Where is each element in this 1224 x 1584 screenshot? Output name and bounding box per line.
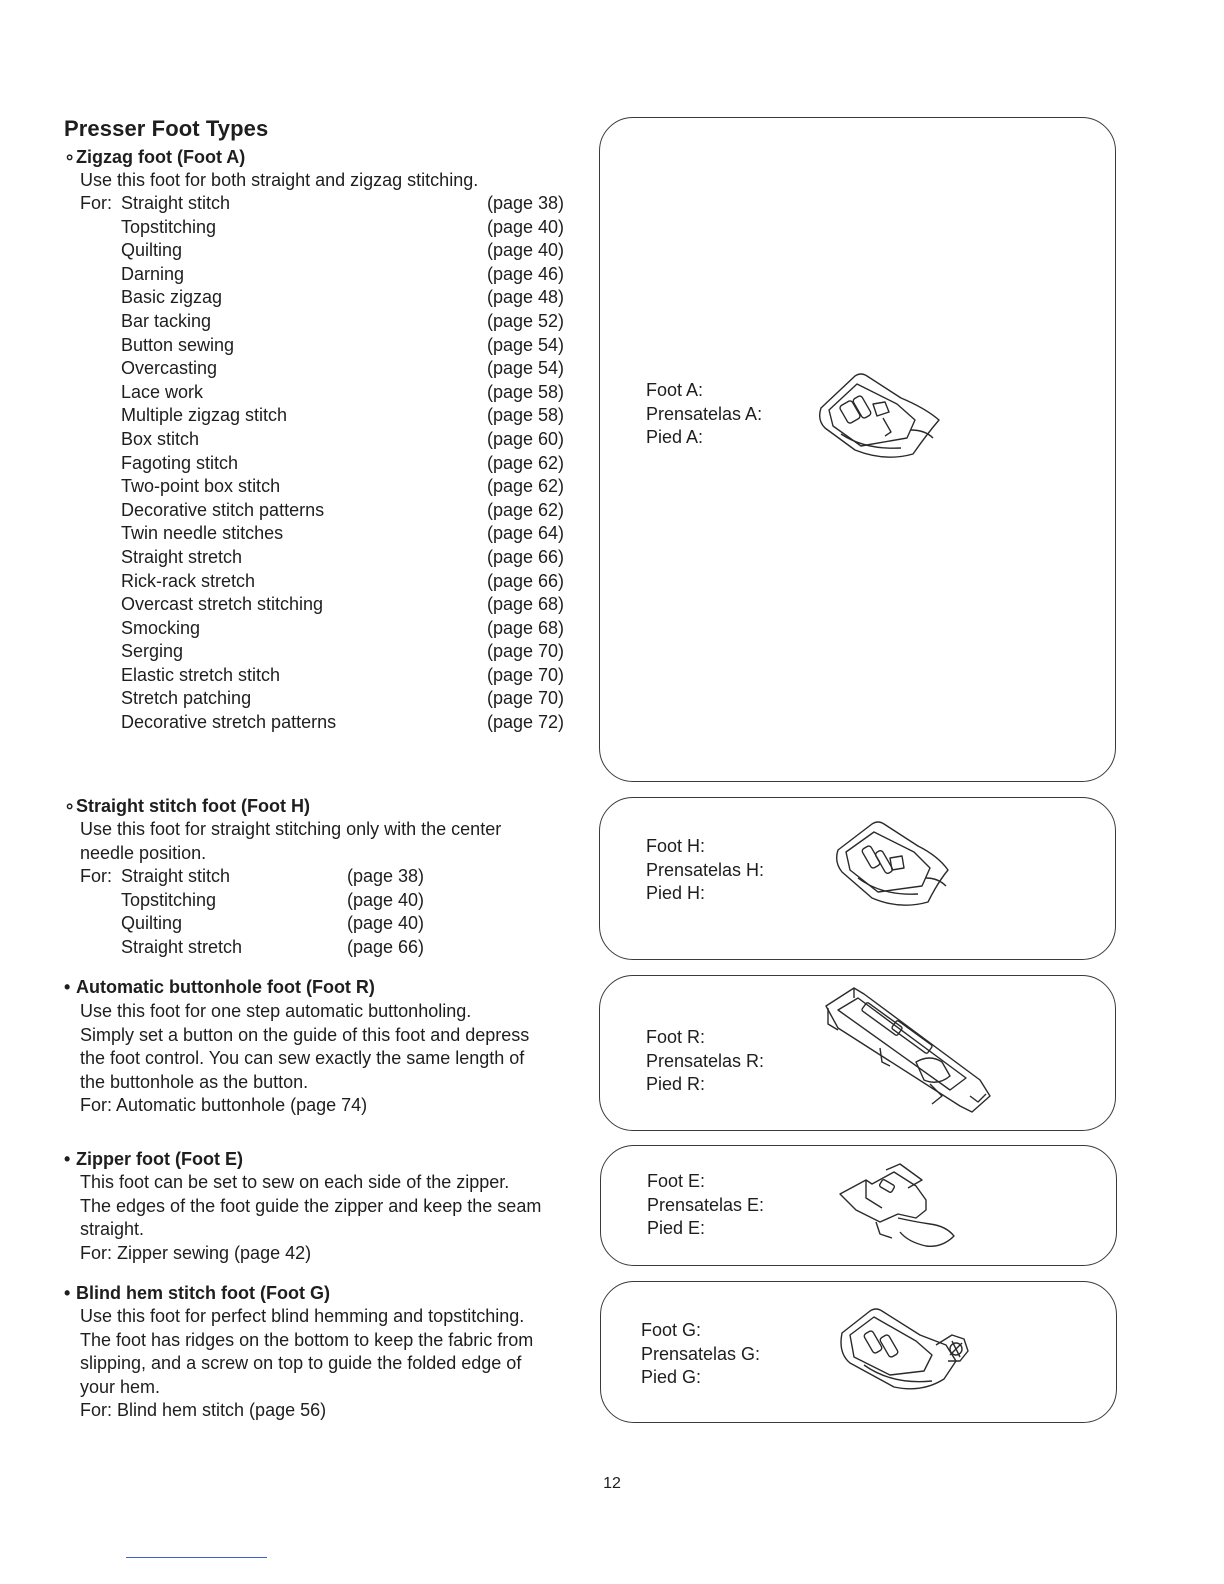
- foot-label-es: Prensatelas R:: [646, 1050, 765, 1071]
- foot-g-heading: [64, 1283, 330, 1304]
- description-line: Use this foot for one step automatic buttonholing.: [80, 1001, 472, 1021]
- description-line: The edges of the foot guide the zipper and keep the seam: [80, 1195, 542, 1216]
- foot-r-labels: [646, 1026, 764, 1097]
- for-label: For:: [80, 866, 113, 886]
- list-item: [80, 499, 580, 523]
- foot-label-en: Foot E:: [647, 1171, 706, 1191]
- foot-label-en: Foot G:: [641, 1320, 702, 1340]
- list-item-name: Topstitching: [121, 216, 217, 237]
- description-line: This foot can be set to sew on each side of the zipper.: [80, 1172, 510, 1192]
- list-item-name: Quilting: [121, 913, 183, 934]
- foot-g-description: [80, 1305, 533, 1423]
- list-item: [80, 664, 580, 688]
- bullet-icon: ∘: [64, 796, 76, 816]
- list-item-page: (page 54): [487, 358, 565, 379]
- footer-rule: [126, 1557, 267, 1558]
- list-item: [80, 617, 580, 641]
- list-item-page: (page 68): [487, 617, 565, 638]
- bullet-icon: •: [64, 1149, 71, 1169]
- list-item-name: Overcast stretch stitching: [121, 594, 324, 615]
- list-item-name: Straight stitch: [121, 866, 231, 886]
- list-item: [80, 357, 580, 381]
- list-item-page: (page 58): [487, 405, 565, 426]
- list-item-page: (page 64): [487, 523, 565, 544]
- foot-label-en: Foot R:: [646, 1027, 706, 1047]
- list-item-name: Bar tacking: [121, 310, 212, 331]
- list-item: [80, 546, 580, 570]
- foot-e-labels: [647, 1170, 764, 1241]
- foot-label-es: Prensatelas H:: [646, 859, 765, 880]
- description-line: the buttonhole as the button.: [80, 1071, 309, 1092]
- foot-label-fr: Pied A:: [646, 427, 704, 448]
- list-item-page: (page 40): [487, 216, 565, 237]
- foot-a-heading: [64, 147, 245, 168]
- foot-label-fr: Pied E:: [647, 1218, 706, 1239]
- list-item: [80, 912, 480, 936]
- foot-label-en: Foot H:: [646, 836, 706, 856]
- description-line: For: Automatic buttonhole (page 74): [80, 1095, 368, 1116]
- foot-h-usage-list: [80, 865, 480, 959]
- list-item: [80, 640, 580, 664]
- foot-g-labels: [641, 1319, 760, 1390]
- foot-e-heading-text: Zipper foot (Foot E): [76, 1149, 243, 1169]
- description-line: your hem.: [80, 1376, 161, 1397]
- description-line: slipping, and a screw on top to guide the folded edge of: [80, 1353, 522, 1374]
- list-item-page: (page 52): [487, 310, 565, 331]
- foot-h-labels: [646, 835, 764, 906]
- list-item-name: Smocking: [121, 617, 201, 638]
- bullet-icon: •: [64, 1283, 71, 1303]
- list-item-name: Two-point box stitch: [121, 476, 281, 497]
- page-title: Presser Foot Types: [64, 116, 269, 141]
- list-item-name: Multiple zigzag stitch: [121, 405, 288, 426]
- description-line: For: Zipper sewing (page 42): [80, 1242, 312, 1263]
- description-line: the foot control. You can sew exactly the same length of: [80, 1048, 525, 1069]
- list-item: [80, 381, 580, 405]
- list-item-name: Lace work: [121, 381, 204, 402]
- foot-r-heading: [64, 977, 375, 998]
- foot-a-description: Use this foot for both straight and zigzag stitching.: [80, 170, 479, 190]
- list-item: [80, 936, 480, 960]
- list-item-name: Overcasting: [121, 358, 218, 379]
- list-item-page: (page 68): [487, 594, 565, 615]
- list-item-name: Twin needle stitches: [121, 523, 284, 544]
- list-item-page: (page 40): [347, 889, 425, 910]
- list-item-name: Button sewing: [121, 334, 235, 355]
- list-item: [80, 286, 580, 310]
- list-item-name: Fagoting stitch: [121, 452, 239, 473]
- list-item-page: (page 62): [487, 499, 565, 520]
- list-item-name: Quilting: [121, 240, 183, 261]
- foot-h-heading: [64, 796, 310, 817]
- straight-stitch-foot-icon: [834, 820, 954, 912]
- foot-label-fr: Pied H:: [646, 883, 706, 904]
- foot-e-heading: [64, 1149, 243, 1170]
- list-item: [80, 216, 580, 240]
- list-item: [80, 711, 580, 735]
- list-item-page: (page 40): [347, 913, 425, 934]
- list-item-page: (page 70): [487, 664, 565, 685]
- list-item: [80, 239, 580, 263]
- list-item-page: (page 66): [487, 546, 565, 567]
- list-item-page: (page 66): [347, 936, 425, 957]
- list-item-page: (page 58): [487, 381, 565, 402]
- bullet-icon: ∘: [64, 147, 76, 167]
- list-item-page: (page 72): [487, 712, 565, 733]
- foot-r-description: [80, 1000, 529, 1118]
- foot-r-heading-text: Automatic buttonhole foot (Foot R): [76, 977, 375, 997]
- foot-label-en: Foot A:: [646, 380, 704, 400]
- list-item: [80, 310, 580, 334]
- list-item-name: Stretch patching: [121, 688, 252, 709]
- list-item-page: (page 48): [487, 287, 565, 308]
- list-item-page: (page 40): [487, 240, 565, 261]
- list-item: [80, 263, 580, 287]
- list-item-name: Straight stretch: [121, 546, 243, 567]
- list-item: [80, 570, 580, 594]
- list-item-name: Serging: [121, 641, 184, 662]
- list-item-page: (page 70): [487, 641, 565, 662]
- list-item-name: Decorative stitch patterns: [121, 499, 325, 520]
- buttonhole-foot-icon: [820, 984, 1000, 1118]
- foot-label-es: Prensatelas E:: [647, 1194, 765, 1215]
- list-item-name: Rick-rack stretch: [121, 570, 256, 591]
- foot-a-usage-list: [80, 192, 580, 735]
- for-label: For:: [80, 193, 113, 213]
- description-line: For: Blind hem stitch (page 56): [80, 1400, 327, 1421]
- list-item-name: Box stitch: [121, 428, 200, 449]
- list-item: [80, 404, 580, 428]
- description-line: The foot has ridges on the bottom to keep the fabric from: [80, 1329, 534, 1350]
- foot-h-heading-text: Straight stitch foot (Foot H): [76, 796, 310, 816]
- list-item: [80, 687, 580, 711]
- list-item: [80, 334, 580, 358]
- list-item-name: Straight stitch: [121, 193, 231, 213]
- list-item: [80, 522, 580, 546]
- list-item-page: (page 66): [487, 570, 565, 591]
- list-item: [80, 428, 580, 452]
- zigzag-foot-icon: [815, 368, 945, 468]
- list-item-name: Topstitching: [121, 889, 217, 910]
- list-item-page: (page 38): [347, 866, 425, 886]
- zipper-foot-icon: [836, 1162, 958, 1254]
- description-line: Use this foot for straight stitching only with the center: [80, 819, 502, 839]
- list-item: [80, 593, 580, 617]
- list-item-page: (page 60): [487, 428, 565, 449]
- list-item-page: (page 62): [487, 476, 565, 497]
- foot-label-fr: Pied G:: [641, 1367, 702, 1388]
- list-item-page: (page 70): [487, 688, 565, 709]
- list-item-page: (page 46): [487, 263, 565, 284]
- description-line: Simply set a button on the guide of this foot and depress: [80, 1024, 530, 1045]
- list-item-name: Darning: [121, 263, 185, 284]
- list-item: [80, 452, 580, 476]
- foot-a-heading-text: Zigzag foot (Foot A): [76, 147, 246, 167]
- list-item-page: (page 54): [487, 334, 565, 355]
- description-line: straight.: [80, 1219, 145, 1240]
- list-item-page: (page 38): [487, 193, 565, 213]
- page-number: 12: [603, 1475, 621, 1492]
- list-item-page: (page 62): [487, 452, 565, 473]
- foot-h-description: [80, 818, 501, 865]
- list-item: [80, 192, 580, 216]
- foot-label-es: Prensatelas G:: [641, 1343, 761, 1364]
- blind-hem-foot-icon: [836, 1305, 978, 1401]
- list-item: [80, 889, 480, 913]
- description-line: Use this foot for perfect blind hemming and topstitching.: [80, 1306, 525, 1326]
- foot-a-labels: [646, 379, 762, 450]
- foot-label-es: Prensatelas A:: [646, 403, 763, 424]
- list-item-name: Decorative stretch patterns: [121, 712, 337, 733]
- list-item-name: Straight stretch: [121, 936, 243, 957]
- foot-label-fr: Pied R:: [646, 1074, 706, 1095]
- bullet-icon: •: [64, 977, 71, 997]
- list-item: [80, 865, 480, 889]
- list-item-name: Elastic stretch stitch: [121, 664, 281, 685]
- foot-g-heading-text: Blind hem stitch foot (Foot G): [76, 1283, 330, 1303]
- list-item: [80, 475, 580, 499]
- description-line: needle position.: [80, 842, 207, 863]
- foot-e-description: [80, 1171, 541, 1265]
- list-item-name: Basic zigzag: [121, 287, 223, 308]
